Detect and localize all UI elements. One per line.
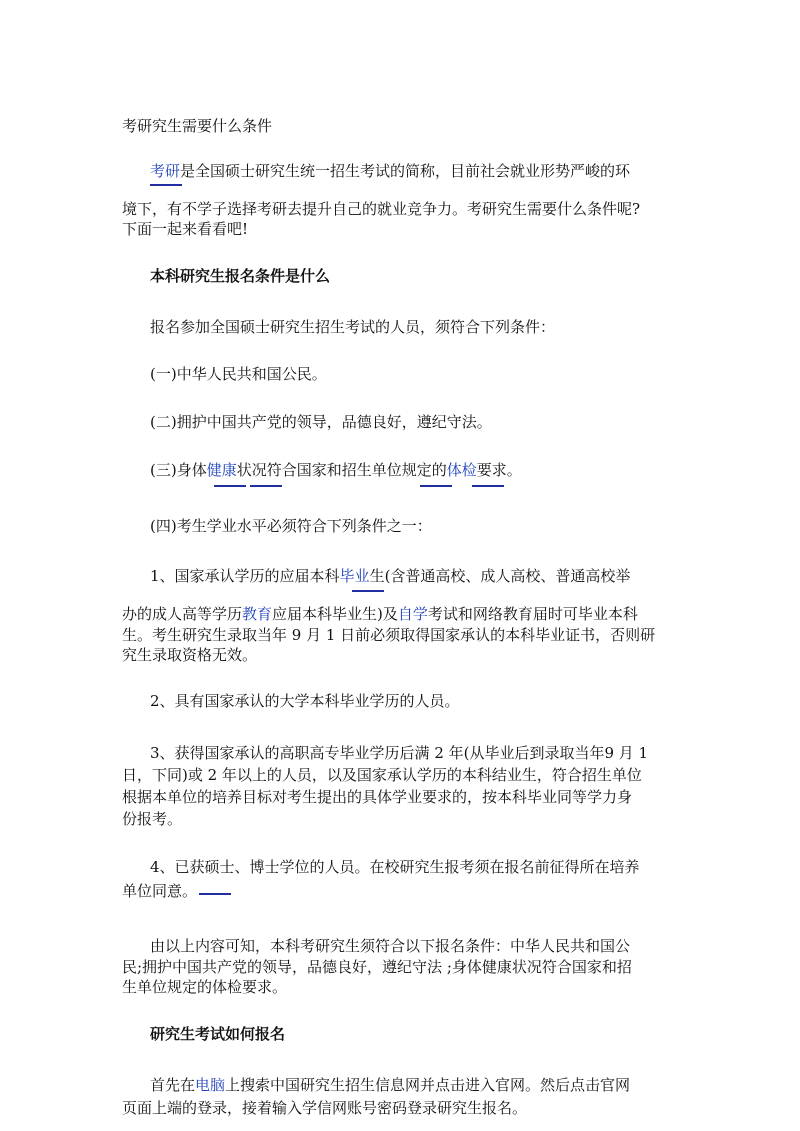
link-education[interactable]: 教育 [242, 605, 273, 623]
summary-line-3: 生单位规定的体检要求。 [122, 978, 288, 996]
summary-line-2: 民;拥护中国共产党的领导，品德良好，遵纪守法 ;身体健康状况符合国家和招 [122, 958, 632, 976]
condition-2: (二)拥护中国共产党的领导，品德良好，遵纪守法。 [150, 413, 492, 431]
requirement-1-line-2: 办的成人高等学历教育应届本科毕业生)及自学考试和网络教育届时可毕业本科 [122, 605, 638, 623]
registration-line-1: 首先在电脑上搜索中国研究生招生信息网并点击进入官网。然后点击官网 [150, 1076, 631, 1094]
requirement-1-line-1: 1、国家承认学历的应届本科毕业生(含普通高校、成人高校、普通高校举 [150, 567, 631, 585]
section-heading-1: 本科研究生报名条件是什么 [150, 267, 331, 285]
condition-3: (三)身体健康状况符合国家和招生单位规定的体检要求。 [150, 461, 522, 479]
requirement-4-line-2: 单位同意。 [122, 882, 198, 900]
link-graduate[interactable]: 毕业 [339, 567, 370, 585]
link-underline [214, 485, 246, 487]
summary-line-1: 由以上内容可知，本科考研究生须符合以下报名条件：中华人民共和国公 [150, 937, 631, 955]
link-underline [199, 893, 231, 895]
requirement-3-line-4: 份报考。 [122, 810, 183, 828]
link-underline [472, 485, 504, 487]
link-underline [150, 184, 182, 186]
link-underline [420, 485, 452, 487]
requirement-3-line-2: 日，下同)或 2 年以上的人员，以及国家承认学历的本科结业生，符合招生单位 [122, 766, 642, 784]
requirement-4-line-1: 4、已获硕士、博士学位的人员。在校研究生报考须在报名前征得所在培养 [150, 858, 640, 876]
document-title: 考研究生需要什么条件 [122, 117, 273, 135]
link-kaoyan[interactable]: 考研 [150, 162, 181, 180]
registration-line-2: 页面上端的登录，接着输入学信网账号密码登录研究生报名。 [122, 1099, 528, 1117]
requirement-1-line-3: 生。考生研究生录取当年 9 月 1 日前必须取得国家承认的本科毕业证书，否则研 [122, 626, 656, 644]
requirement-1-line-4: 究生录取资格无效。 [122, 646, 258, 664]
link-self-study[interactable]: 自学 [397, 605, 428, 623]
link-underline [352, 590, 384, 592]
requirement-3-line-3: 根据本单位的培养目标对考生提出的具体学业要求的，按本科毕业同等学力身 [122, 788, 633, 806]
intro-line-2: 境下，有不学子选择考研去提升自己的就业竞争力。考研究生需要什么条件呢? [122, 200, 641, 218]
section-heading-2: 研究生考试如何报名 [150, 1025, 286, 1043]
link-underline [250, 485, 282, 487]
link-computer[interactable]: 电脑 [195, 1076, 226, 1094]
requirement-2: 2、具有国家承认的大学本科毕业学历的人员。 [150, 692, 460, 710]
condition-1: (一)中华人民共和国公民。 [150, 365, 327, 383]
condition-4: (四)考生学业水平必须符合下列条件之一： [150, 517, 432, 535]
link-health[interactable]: 健康 [206, 461, 237, 479]
paragraph-intro-conditions: 报名参加全国硕士研究生招生考试的人员，须符合下列条件： [150, 318, 556, 336]
link-physical-exam[interactable]: 体检 [446, 461, 477, 479]
requirement-3-line-1: 3、获得国家承认的高职高专毕业学历后满 2 年(从毕业后到录取当年9 月 1 [150, 744, 649, 762]
intro-line-1: 考研是全国硕士研究生统一招生考试的简称，目前社会就业形势严峻的环 [150, 162, 631, 180]
intro-line-3: 下面一起来看看吧! [122, 220, 249, 238]
